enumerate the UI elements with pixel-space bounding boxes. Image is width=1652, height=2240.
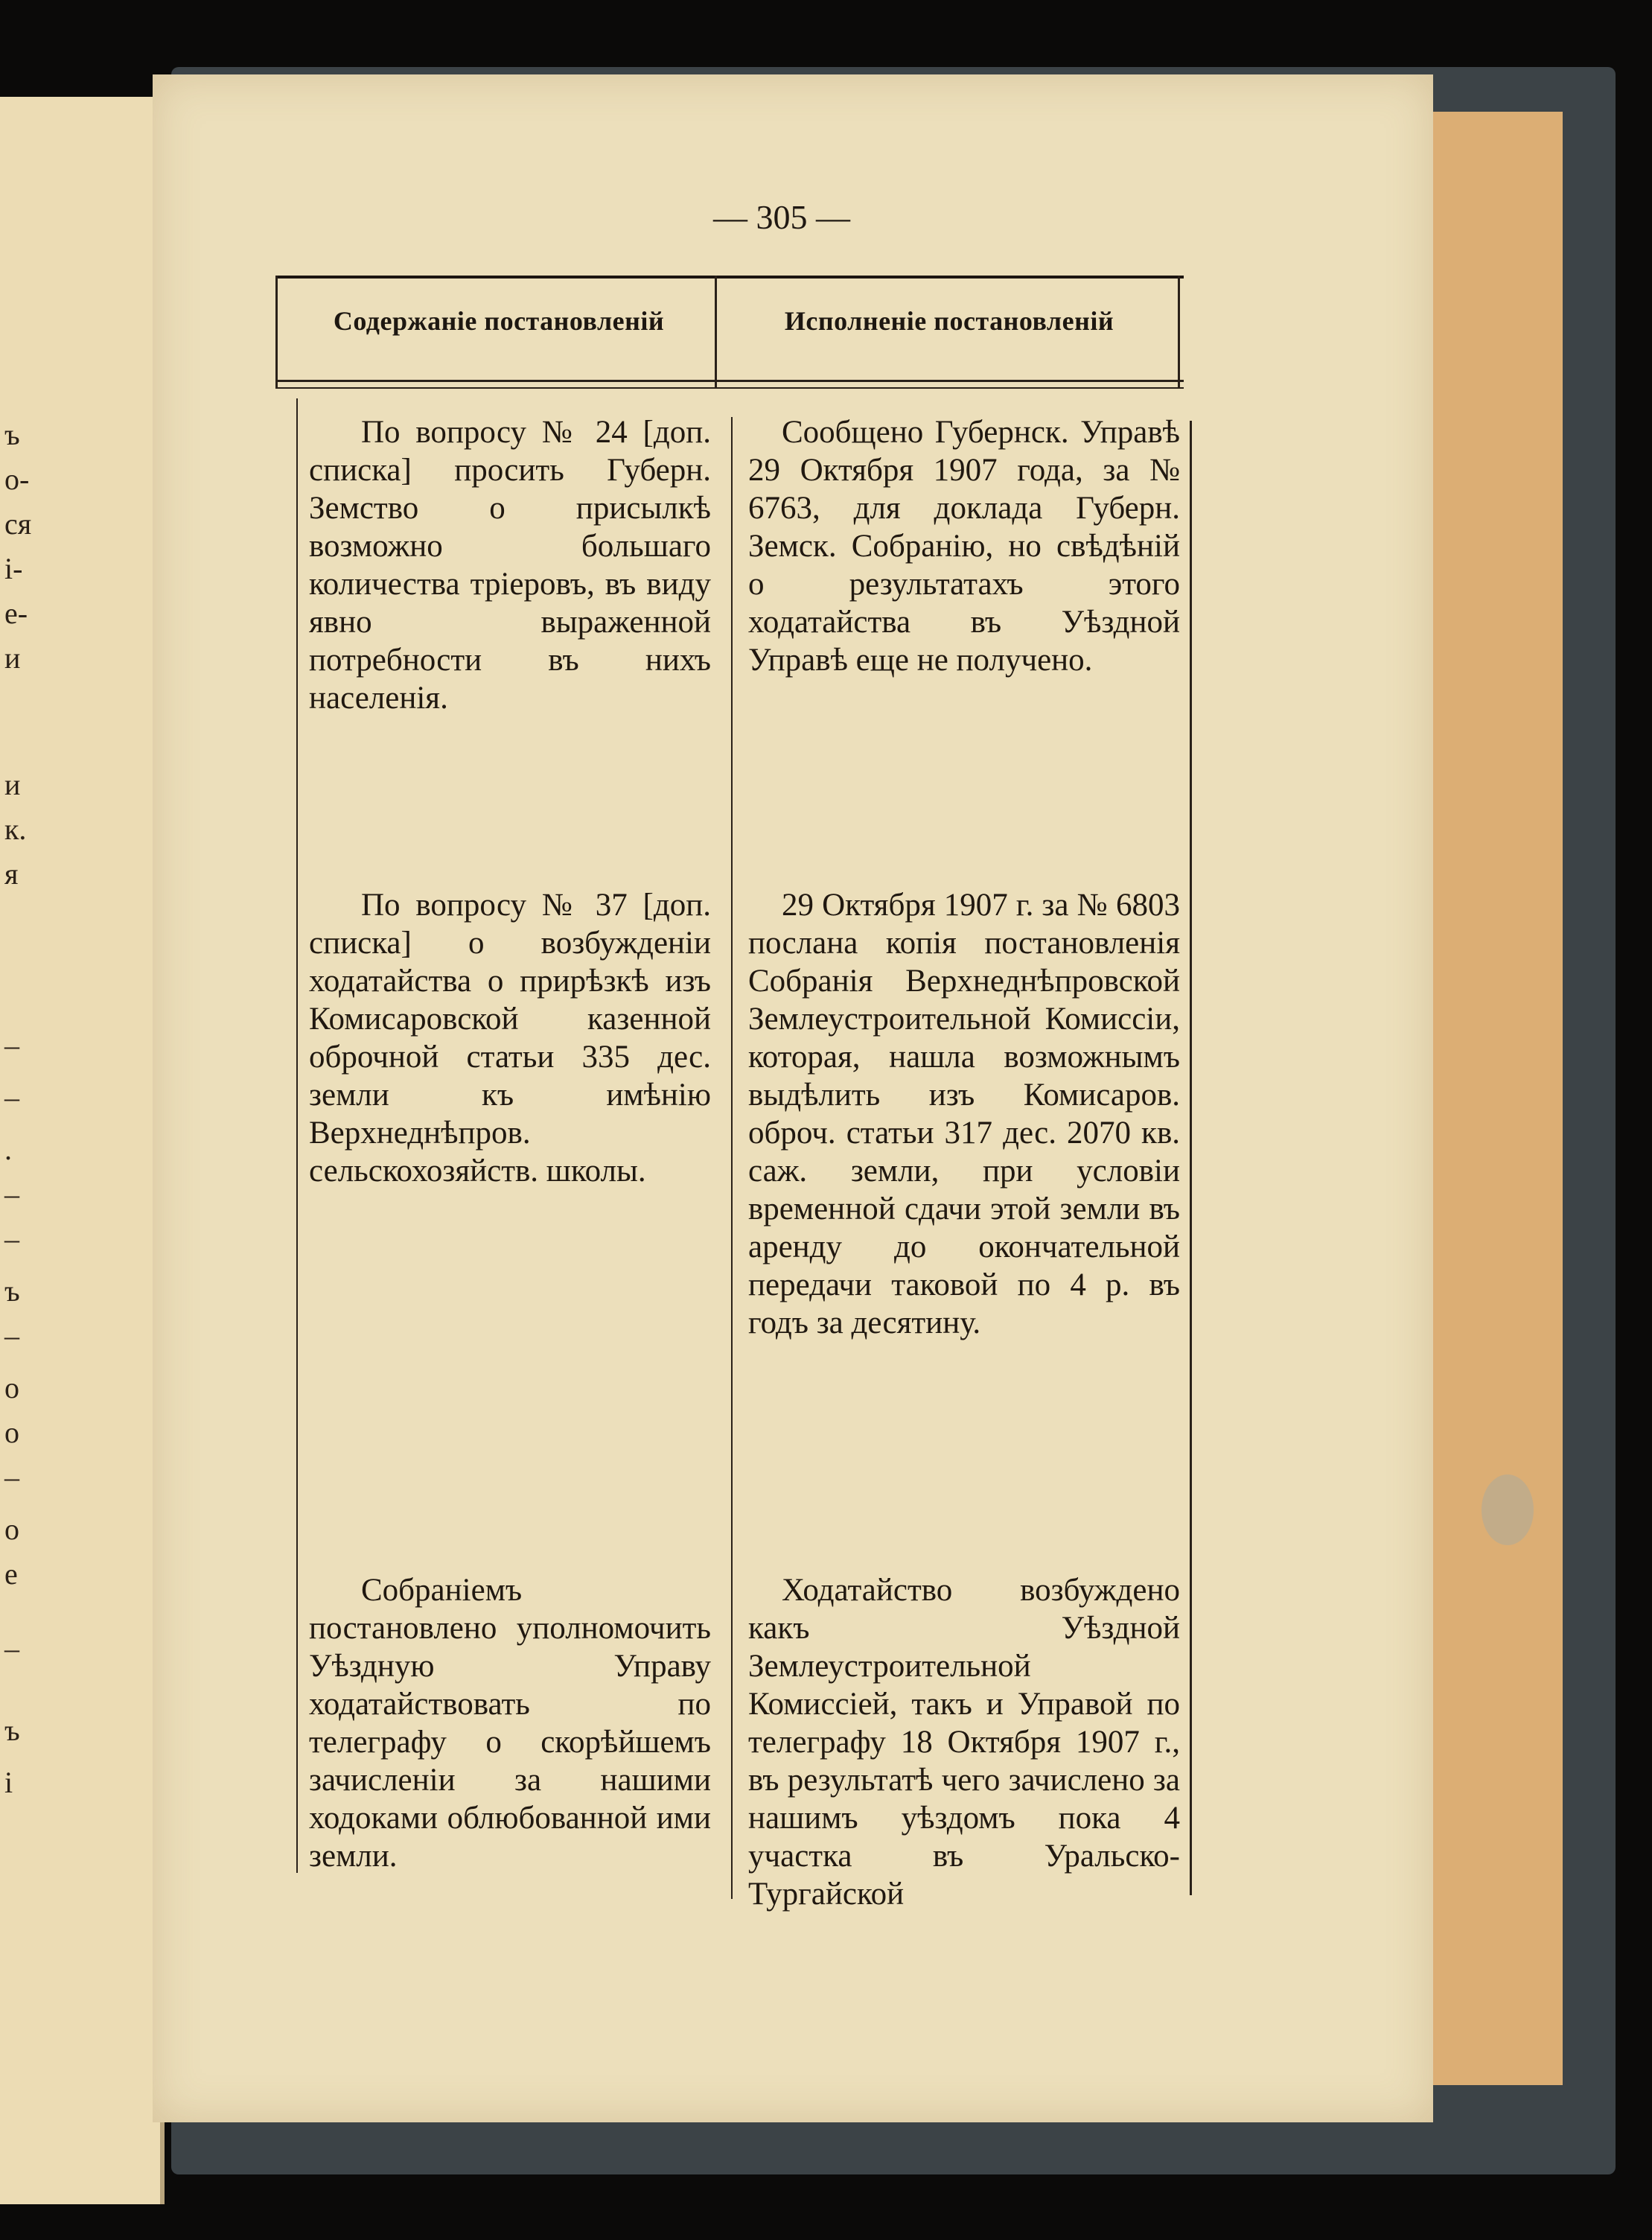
left-page-fragment: ъ [4,1274,20,1308]
header-rule [275,387,1184,389]
left-page-fragment: – [4,1177,19,1211]
left-page-fragment: о- [4,462,30,496]
table-cell-contents: По вопросу № 24 [доп. списка] просить Губерн. Земство о присылкѣ возможно большаго количества тріеровъ, въ виду явно выраженной потребности въ нихъ населенія. [309,415,711,716]
table-cell-execution: 29 Октября 1907 г. за № 6803 послана копія постановленія Собранія Верхнеднѣпровской Землеустроительной Комиссіи, которая, нашла возможнымъ выдѣлить изъ Комисаров. оброч. статьи 317 дес. 2070 кв. саж. земли, при условіи временной сдачи этой земли въ аренду до окончательной передачи таковой по 4 р. въ годъ за десятину. [748,888,1180,1340]
left-page-fragment: е- [4,596,28,630]
resolutions-table [275,276,1184,1912]
column-divider [715,276,717,389]
left-page-fragment: – [4,1081,19,1114]
column-divider [296,398,298,1873]
page-number: — 305 — [713,198,850,236]
column-divider [275,276,278,389]
table-cell-contents: Собраніемъ постановлено уполномочить Уѣздную Управу ходатайствовать по телеграфу о скорѣйшемъ зачисленіи за нашими ходоками облюбованной ими земли. [309,1573,711,1874]
table-cell-execution: Сообщено Губернск. Управѣ 29 Октября 1907 года, за № 6763, для доклада Губерн. Земск. Собранію, но свѣдѣній о результатахъ этого ходатайства въ Уѣздной Управѣ еще не получено. [748,415,1180,678]
left-page-fragment: і [4,1766,13,1799]
paper-stain [1482,1474,1534,1545]
left-page-fragment: о [4,1512,19,1546]
left-page-fragment: ся [4,507,32,541]
left-page-fragment: – [4,1632,19,1665]
table-cell-execution: Ходатайство возбуждено какъ Уѣздной Землеустроительной Комиссіей, такъ и Управой по телеграфу 18 Октября 1907 г., въ результатѣ чего зачислено за нашимъ уѣздомъ пока 4 участка въ Уральско-Тургайской [748,1573,1180,1912]
left-page-fragment: і- [4,552,23,585]
left-page-fragment: – [4,1222,19,1256]
header-contents: Содержаніе постановленій [333,306,665,336]
left-page-fragment: ъ [4,418,20,451]
left-page-fragment: – [4,1460,19,1494]
document-page [153,74,1433,2122]
column-divider [1178,276,1180,389]
page-stack-edge [1422,112,1563,2085]
header-rule [275,380,1184,382]
left-page-fragment: к. [4,812,27,846]
left-page-fragment: и [4,768,21,801]
header-execution: Исполненіе постановленій [784,306,1114,336]
table-top-rule [275,276,1184,279]
column-divider [1190,421,1192,1895]
left-page-fragment: – [4,1028,19,1062]
table-cell-contents: По вопросу № 37 [доп. списка] о возбужденіи ходатайства о прирѣзкѣ изъ Комисаровской казенной оброчной статьи 335 дес. земли къ имѣнію Верхнеднѣпров. сельскохозяйств. школы. [309,888,711,1189]
left-page-fragment: и [4,641,21,675]
left-page-fragment: о [4,1371,19,1404]
left-page-fragment: я [4,857,19,891]
left-page-fragment: ъ [4,1714,20,1747]
left-page-fragment: е [4,1557,18,1591]
left-page-fragment: о [4,1416,19,1449]
previous-page-edge [0,97,165,2204]
left-page-fragment: – [4,1319,19,1352]
column-divider [731,417,733,1899]
left-page-fragment: . [4,1133,12,1166]
